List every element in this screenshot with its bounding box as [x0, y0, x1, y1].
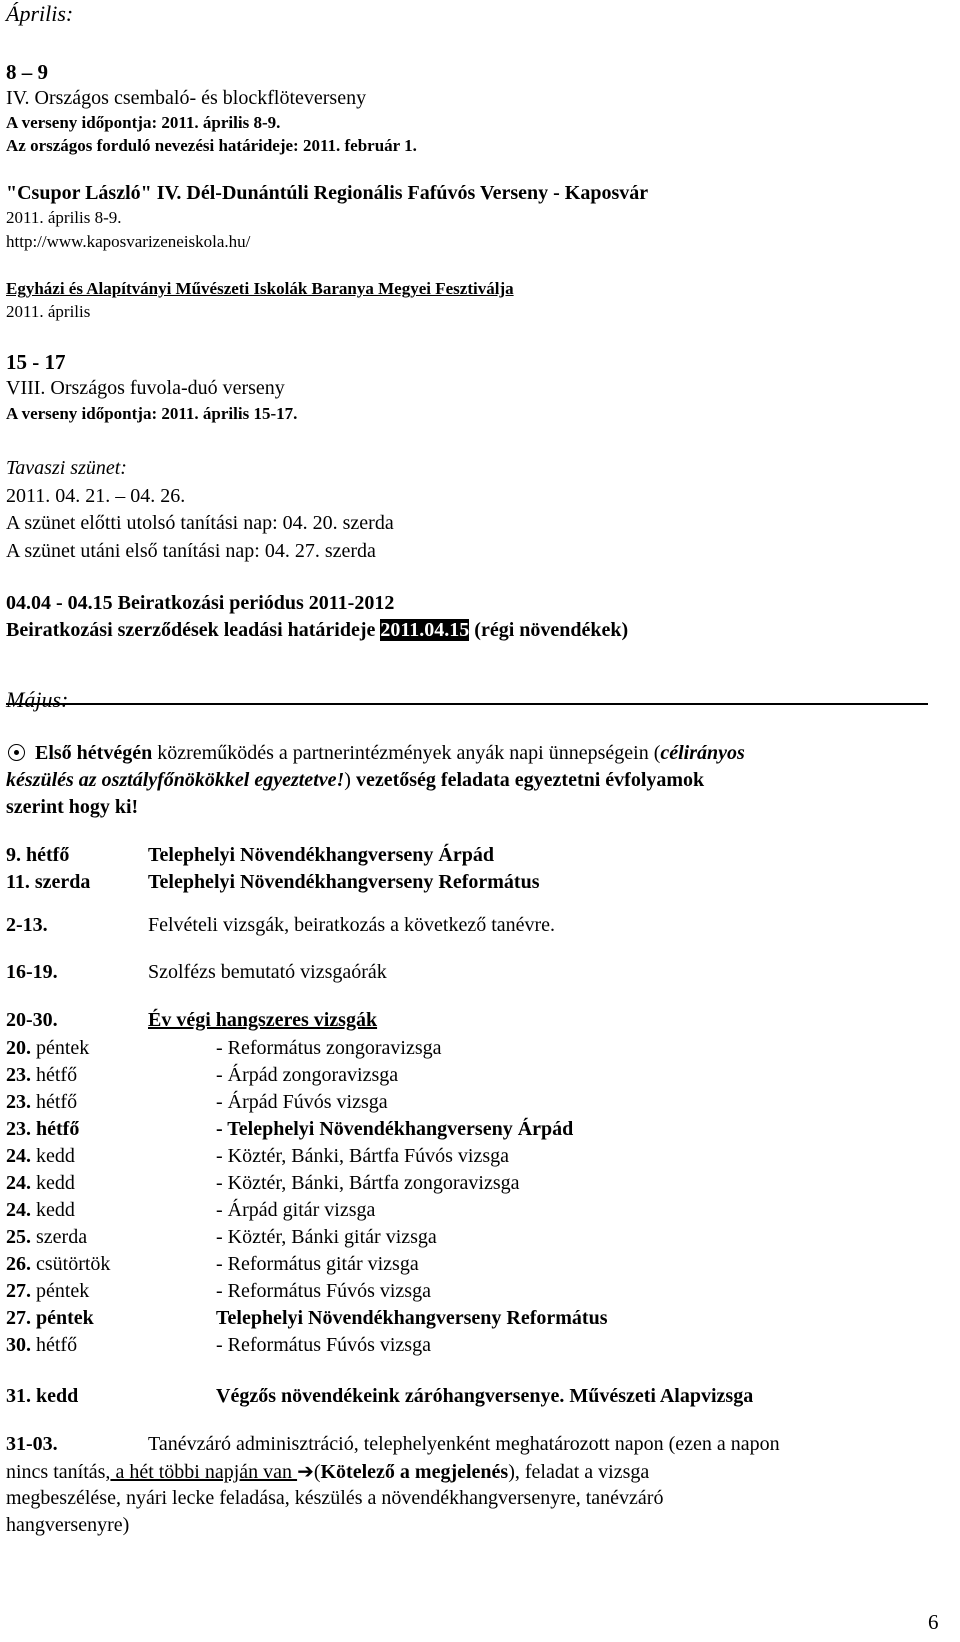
exam-description: - Köztér, Bánki gitár vizsga: [216, 1226, 437, 1248]
exam-day-number: 24.: [6, 1145, 31, 1167]
exam-day-number: 20.: [6, 1037, 31, 1059]
event-date: 2011. április: [6, 302, 91, 321]
closing-line: [6, 1459, 649, 1484]
schedule-text: Végzős növendékeink záróhangversenye. Művészeti Alapvizsga: [216, 1385, 754, 1407]
event-title: Egyházi és Alapítványi Művészeti Iskolák Baranya Megyei Fesztiválja: [6, 279, 514, 298]
event-date: 2011. április 8-9.: [6, 208, 122, 227]
exam-weekday: hétfő: [36, 1118, 80, 1140]
exam-weekday: péntek: [36, 1280, 90, 1302]
schedule-day: 16-19.: [6, 961, 58, 983]
exam-day-number: 27.: [6, 1307, 31, 1329]
spring-break-heading: Tavaszi szünet:: [6, 457, 127, 479]
bullet-line: szerint hogy ki!: [6, 796, 139, 818]
schedule-day: 31. kedd: [6, 1385, 79, 1407]
exam-weekday: szerda: [36, 1226, 88, 1248]
exam-weekday: péntek: [36, 1037, 90, 1059]
exam-description: - Református Fúvós vizsga: [216, 1334, 431, 1356]
exam-row: [6, 1306, 608, 1330]
exam-day-number: 24.: [6, 1199, 31, 1221]
closing-line: hangversenyre): [6, 1514, 130, 1536]
exam-day-number: 23.: [6, 1064, 31, 1086]
concert-row: [6, 870, 540, 894]
bullet-text: közreműködés a partnerintézmények anyák napi ünnepségein (: [152, 742, 661, 764]
event-time: A verseny időpontja: 2011. április 15-17.: [6, 404, 298, 423]
schedule-row: [6, 960, 387, 984]
concert-title: Telephelyi Növendékhangverseny Református: [148, 871, 540, 893]
enrollment-period: 04.04 - 04.15 Beiratkozási periódus 2011-2012: [6, 592, 395, 614]
exam-row: [6, 1252, 419, 1276]
exam-row: [6, 1198, 376, 1222]
exam-row: [6, 1063, 399, 1087]
sun-bullet-icon: [8, 744, 25, 761]
exam-description: - Református zongoravizsga: [216, 1037, 442, 1059]
exam-row: [6, 1333, 431, 1357]
exam-day-number: 25.: [6, 1226, 31, 1248]
exam-row: [6, 1225, 437, 1249]
closing-text: (: [313, 1461, 321, 1483]
exam-day-number: 23.: [6, 1091, 31, 1113]
concert-day: 9. hétfő: [6, 844, 70, 866]
exam-description: - Köztér, Bánki, Bártfa zongoravizsga: [216, 1172, 520, 1194]
concert-day: 11. szerda: [6, 871, 91, 893]
exam-day-number: 27.: [6, 1280, 31, 1302]
schedule-text: Szolfézs bemutató vizsgaórák: [148, 961, 387, 983]
spring-break-first-day: A szünet utáni első tanítási nap: 04. 27. szerda: [6, 540, 376, 562]
schedule-row: [6, 1008, 378, 1032]
may-heading: Május:: [6, 687, 69, 712]
event-time: A verseny időpontja: 2011. április 8-9.: [6, 113, 281, 132]
exam-weekday: péntek: [36, 1307, 94, 1329]
schedule-day: 31-03.: [6, 1433, 58, 1455]
exam-row: [6, 1036, 442, 1060]
exam-description: - Árpád Fúvós vizsga: [216, 1091, 388, 1113]
schedule-text: Felvételi vizsgák, beiratkozás a következő tanévre.: [148, 914, 556, 936]
exam-row: [6, 1090, 388, 1114]
exam-weekday: kedd: [36, 1145, 75, 1167]
concert-row: [6, 843, 494, 867]
exam-weekday: hétfő: [36, 1091, 78, 1113]
closing-line: megbeszélése, nyári lecke feladása, készülés a növendékhangversenyre, tanévzáró: [6, 1487, 664, 1509]
closing-line: [6, 1432, 780, 1456]
exam-description: - Köztér, Bánki, Bártfa Fúvós vizsga: [216, 1145, 510, 1167]
bullet-bold: vezetőség feladata egyeztetni évfolyamok: [355, 769, 705, 791]
schedule-text: Év végi hangszeres vizsgák: [148, 1009, 378, 1031]
exam-weekday: hétfő: [36, 1334, 78, 1356]
exam-description: Telephelyi Növendékhangverseny Református: [216, 1307, 608, 1329]
date-range-1: 8 – 9: [6, 60, 48, 84]
exam-row: [6, 1117, 574, 1141]
exam-row: [6, 1144, 510, 1168]
bullet-line: [6, 768, 704, 792]
enrollment-deadline-note: (régi növendékek): [469, 619, 629, 641]
event-title: "Csupor László" IV. Dél-Dunántúli Regionális Fafúvós Verseny - Kaposvár: [6, 182, 649, 204]
concert-title: Telephelyi Növendékhangverseny Árpád: [148, 844, 494, 866]
exam-weekday: kedd: [36, 1172, 75, 1194]
enrollment-deadline: [6, 618, 628, 642]
exam-weekday: csütörtök: [36, 1253, 111, 1275]
exam-description: - Árpád gitár vizsga: [216, 1199, 376, 1221]
exam-row: [6, 1171, 520, 1195]
april-heading: Április:: [6, 1, 74, 26]
closing-text-bold: Kötelező a megjelenés: [320, 1461, 509, 1483]
enrollment-deadline-label: Beiratkozási szerződések leadási határideje: [6, 619, 381, 641]
event-title: IV. Országos csembaló- és blockflöteverseny: [6, 87, 367, 109]
page-number: 6: [928, 1610, 939, 1634]
section-divider: [6, 703, 928, 705]
date-range-2: 15 - 17: [6, 350, 66, 374]
bullet-bold-italic: célirányos: [660, 742, 745, 764]
event-deadline: Az országos forduló nevezési határideje: 2011. február 1.: [6, 136, 417, 155]
schedule-day: 20-30.: [6, 1009, 58, 1031]
exam-day-number: 23.: [6, 1118, 31, 1140]
exam-description: - Református Fúvós vizsga: [216, 1280, 431, 1302]
bullet-bold-italic: készülés az osztályfőnökökkel egyeztetve!: [6, 769, 345, 791]
exam-weekday: kedd: [36, 1199, 75, 1221]
event-title: VIII. Országos fuvola-duó verseny: [6, 377, 285, 399]
bullet-line: [6, 741, 745, 765]
closing-text: Tanévzáró adminisztráció, telephelyenként meghatározott napon (ezen a napon: [148, 1433, 780, 1455]
closing-text-underlined: a hét többi napján van: [110, 1461, 298, 1483]
spring-break-range: 2011. 04. 21. – 04. 26.: [6, 485, 186, 507]
spring-break-last-day: A szünet előtti utolsó tanítási nap: 04. 20. szerda: [6, 512, 394, 534]
bullet-bold: Első hétvégén: [35, 742, 153, 764]
exam-description: - Református gitár vizsga: [216, 1253, 419, 1275]
bullet-text: ): [344, 769, 356, 791]
event-link[interactable]: http://www.kaposvarizeneiskola.hu/: [6, 232, 251, 251]
closing-text: nincs tanítás,: [6, 1461, 111, 1483]
exam-day-number: 26.: [6, 1253, 31, 1275]
enrollment-deadline-date: 2011.04.15: [380, 619, 470, 641]
exam-row: [6, 1279, 431, 1303]
schedule-row: [6, 913, 556, 937]
right-arrow-icon: ➔: [297, 1459, 314, 1483]
exam-day-number: 24.: [6, 1172, 31, 1194]
exam-description: - Árpád zongoravizsga: [216, 1064, 399, 1086]
closing-text: ), feladat a vizsga: [508, 1461, 650, 1483]
schedule-row: [6, 1384, 754, 1408]
schedule-day: 2-13.: [6, 914, 48, 936]
exam-day-number: 30.: [6, 1334, 31, 1356]
exam-weekday: hétfő: [36, 1064, 78, 1086]
exam-description: - Telephelyi Növendékhangverseny Árpád: [216, 1118, 574, 1140]
